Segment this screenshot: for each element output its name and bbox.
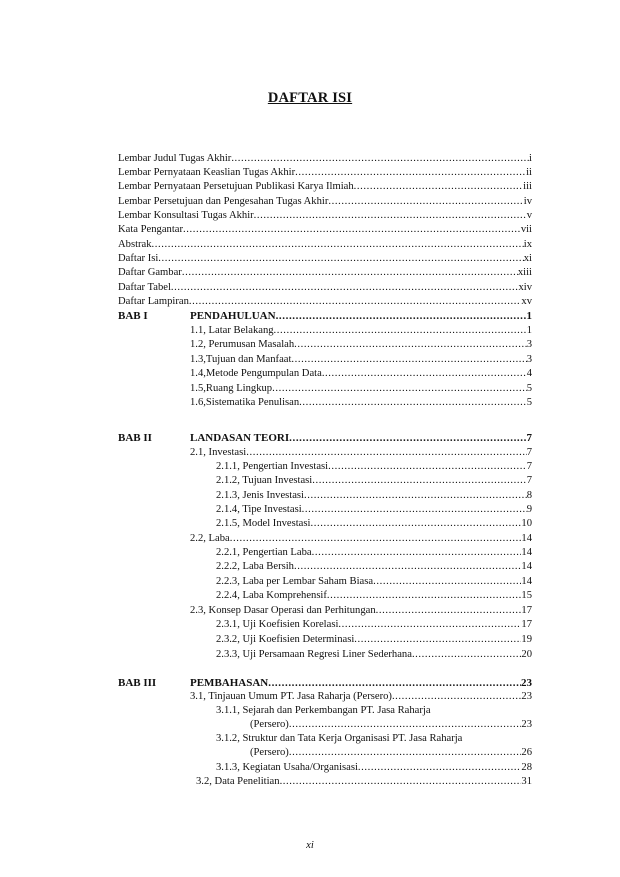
toc-entry[interactable]: Kata Pengantar ..... vii bbox=[118, 223, 532, 237]
toc-entry[interactable]: 2.3.3, Uji Persamaan Regresi Liner Sederhana ..... 20 bbox=[216, 648, 532, 662]
toc-entry[interactable]: 2.2, Laba ..... 14 bbox=[190, 532, 532, 546]
toc-entry[interactable]: (Persero) ..... 26 bbox=[250, 746, 532, 760]
chapter-heading[interactable]: BAB III PEMBAHASAN ..... 23 bbox=[190, 676, 532, 690]
chapter-heading[interactable]: BAB II LANDASAN TEORI ..... 7 bbox=[190, 431, 532, 445]
toc-entry[interactable]: 2.1.3, Jenis Investasi ..... 8 bbox=[216, 489, 532, 503]
toc-entry-first-line[interactable]: 3.1.2, Struktur dan Tata Kerja Organisasi PT. Jasa Raharja bbox=[216, 733, 463, 744]
toc-entry[interactable]: 2.2.2, Laba Bersih ..... 14 bbox=[216, 560, 532, 574]
toc-entry[interactable]: Lembar Persetujuan dan Pengesahan Tugas Akhir ..... iv bbox=[118, 195, 532, 209]
toc-entry[interactable]: 2.2.4, Laba Komprehensif ..... 15 bbox=[216, 589, 532, 603]
toc-entry[interactable]: 1.5,Ruang Lingkup ..... 5 bbox=[190, 382, 532, 396]
toc-entry[interactable]: Daftar Tabel ..... xiv bbox=[118, 281, 532, 295]
chapter-heading[interactable]: BAB I PENDAHULUAN ..... 1 bbox=[190, 309, 532, 323]
toc-entry[interactable]: 3.2, Data Penelitian ..... 31 bbox=[196, 775, 532, 789]
toc-entry[interactable]: 1.3,Tujuan dan Manfaat ..... 3 bbox=[190, 353, 532, 367]
toc-entry[interactable]: 2.1.5, Model Investasi ..... 10 bbox=[216, 517, 532, 531]
toc-entry[interactable]: Lembar Konsultasi Tugas Akhir ..... v bbox=[118, 209, 532, 223]
toc-entry[interactable]: 2.3.2, Uji Koefisien Determinasi ..... 19 bbox=[216, 633, 532, 647]
toc-entry[interactable]: Lembar Judul Tugas Akhir ..... i bbox=[118, 152, 532, 166]
toc-entry[interactable]: 3.1.3, Kegiatan Usaha/Organisasi ..... 28 bbox=[216, 761, 532, 775]
toc-entry[interactable]: Daftar Lampiran ..... xv bbox=[118, 295, 532, 309]
toc-entry[interactable]: (Persero) ..... 23 bbox=[250, 718, 532, 732]
toc-entry[interactable]: 2.1.2, Tujuan Investasi ..... 7 bbox=[216, 474, 532, 488]
toc-entry[interactable]: Abstrak ..... ix bbox=[118, 238, 532, 252]
toc-entry[interactable]: Lembar Pernyataan Keaslian Tugas Akhir ..... ii bbox=[118, 166, 532, 180]
toc-entry[interactable]: 1.6,Sistematika Penulisan ..... 5 bbox=[190, 396, 532, 410]
toc-entry[interactable]: 2.2.1, Pengertian Laba ..... 14 bbox=[216, 546, 532, 560]
toc-entry[interactable]: 2.1.4, Tipe Investasi ..... 9 bbox=[216, 503, 532, 517]
toc-entry[interactable]: 2.3, Konsep Dasar Operasi dan Perhitungan ..... 17 bbox=[190, 604, 532, 618]
toc-entry[interactable]: 3.1, Tinjauan Umum PT. Jasa Raharja (Persero) ..... 23 bbox=[190, 690, 532, 704]
toc-entry[interactable]: Daftar Isi ..... xi bbox=[118, 252, 532, 266]
toc-entry[interactable]: 1.1, Latar Belakang ..... 1 bbox=[190, 324, 532, 338]
toc-entry[interactable]: 2.1.1, Pengertian Investasi ..... 7 bbox=[216, 460, 532, 474]
toc-entry[interactable]: 2.3.1, Uji Koefisien Korelasi ..... 17 bbox=[216, 618, 532, 632]
toc-entry[interactable]: Daftar Gambar ..... xiii bbox=[118, 266, 532, 280]
page-title: DAFTAR ISI bbox=[267, 90, 353, 106]
toc-entry[interactable]: 1.2, Perumusan Masalah ..... 3 bbox=[190, 338, 532, 352]
toc-entry[interactable]: 2.1, Investasi ..... 7 bbox=[190, 446, 532, 460]
page-number: xi bbox=[306, 840, 314, 851]
toc-entry-first-line[interactable]: 3.1.1, Sejarah dan Perkembangan PT. Jasa Raharja bbox=[216, 705, 431, 716]
toc-entry[interactable]: 1.4,Metode Pengumpulan Data ..... 4 bbox=[190, 367, 532, 381]
toc-entry[interactable]: 2.2.3, Laba per Lembar Saham Biasa ..... 14 bbox=[216, 575, 532, 589]
toc-entry[interactable]: Lembar Pernyataan Persetujuan Publikasi Karya Ilmiah ..... iii bbox=[118, 180, 532, 194]
